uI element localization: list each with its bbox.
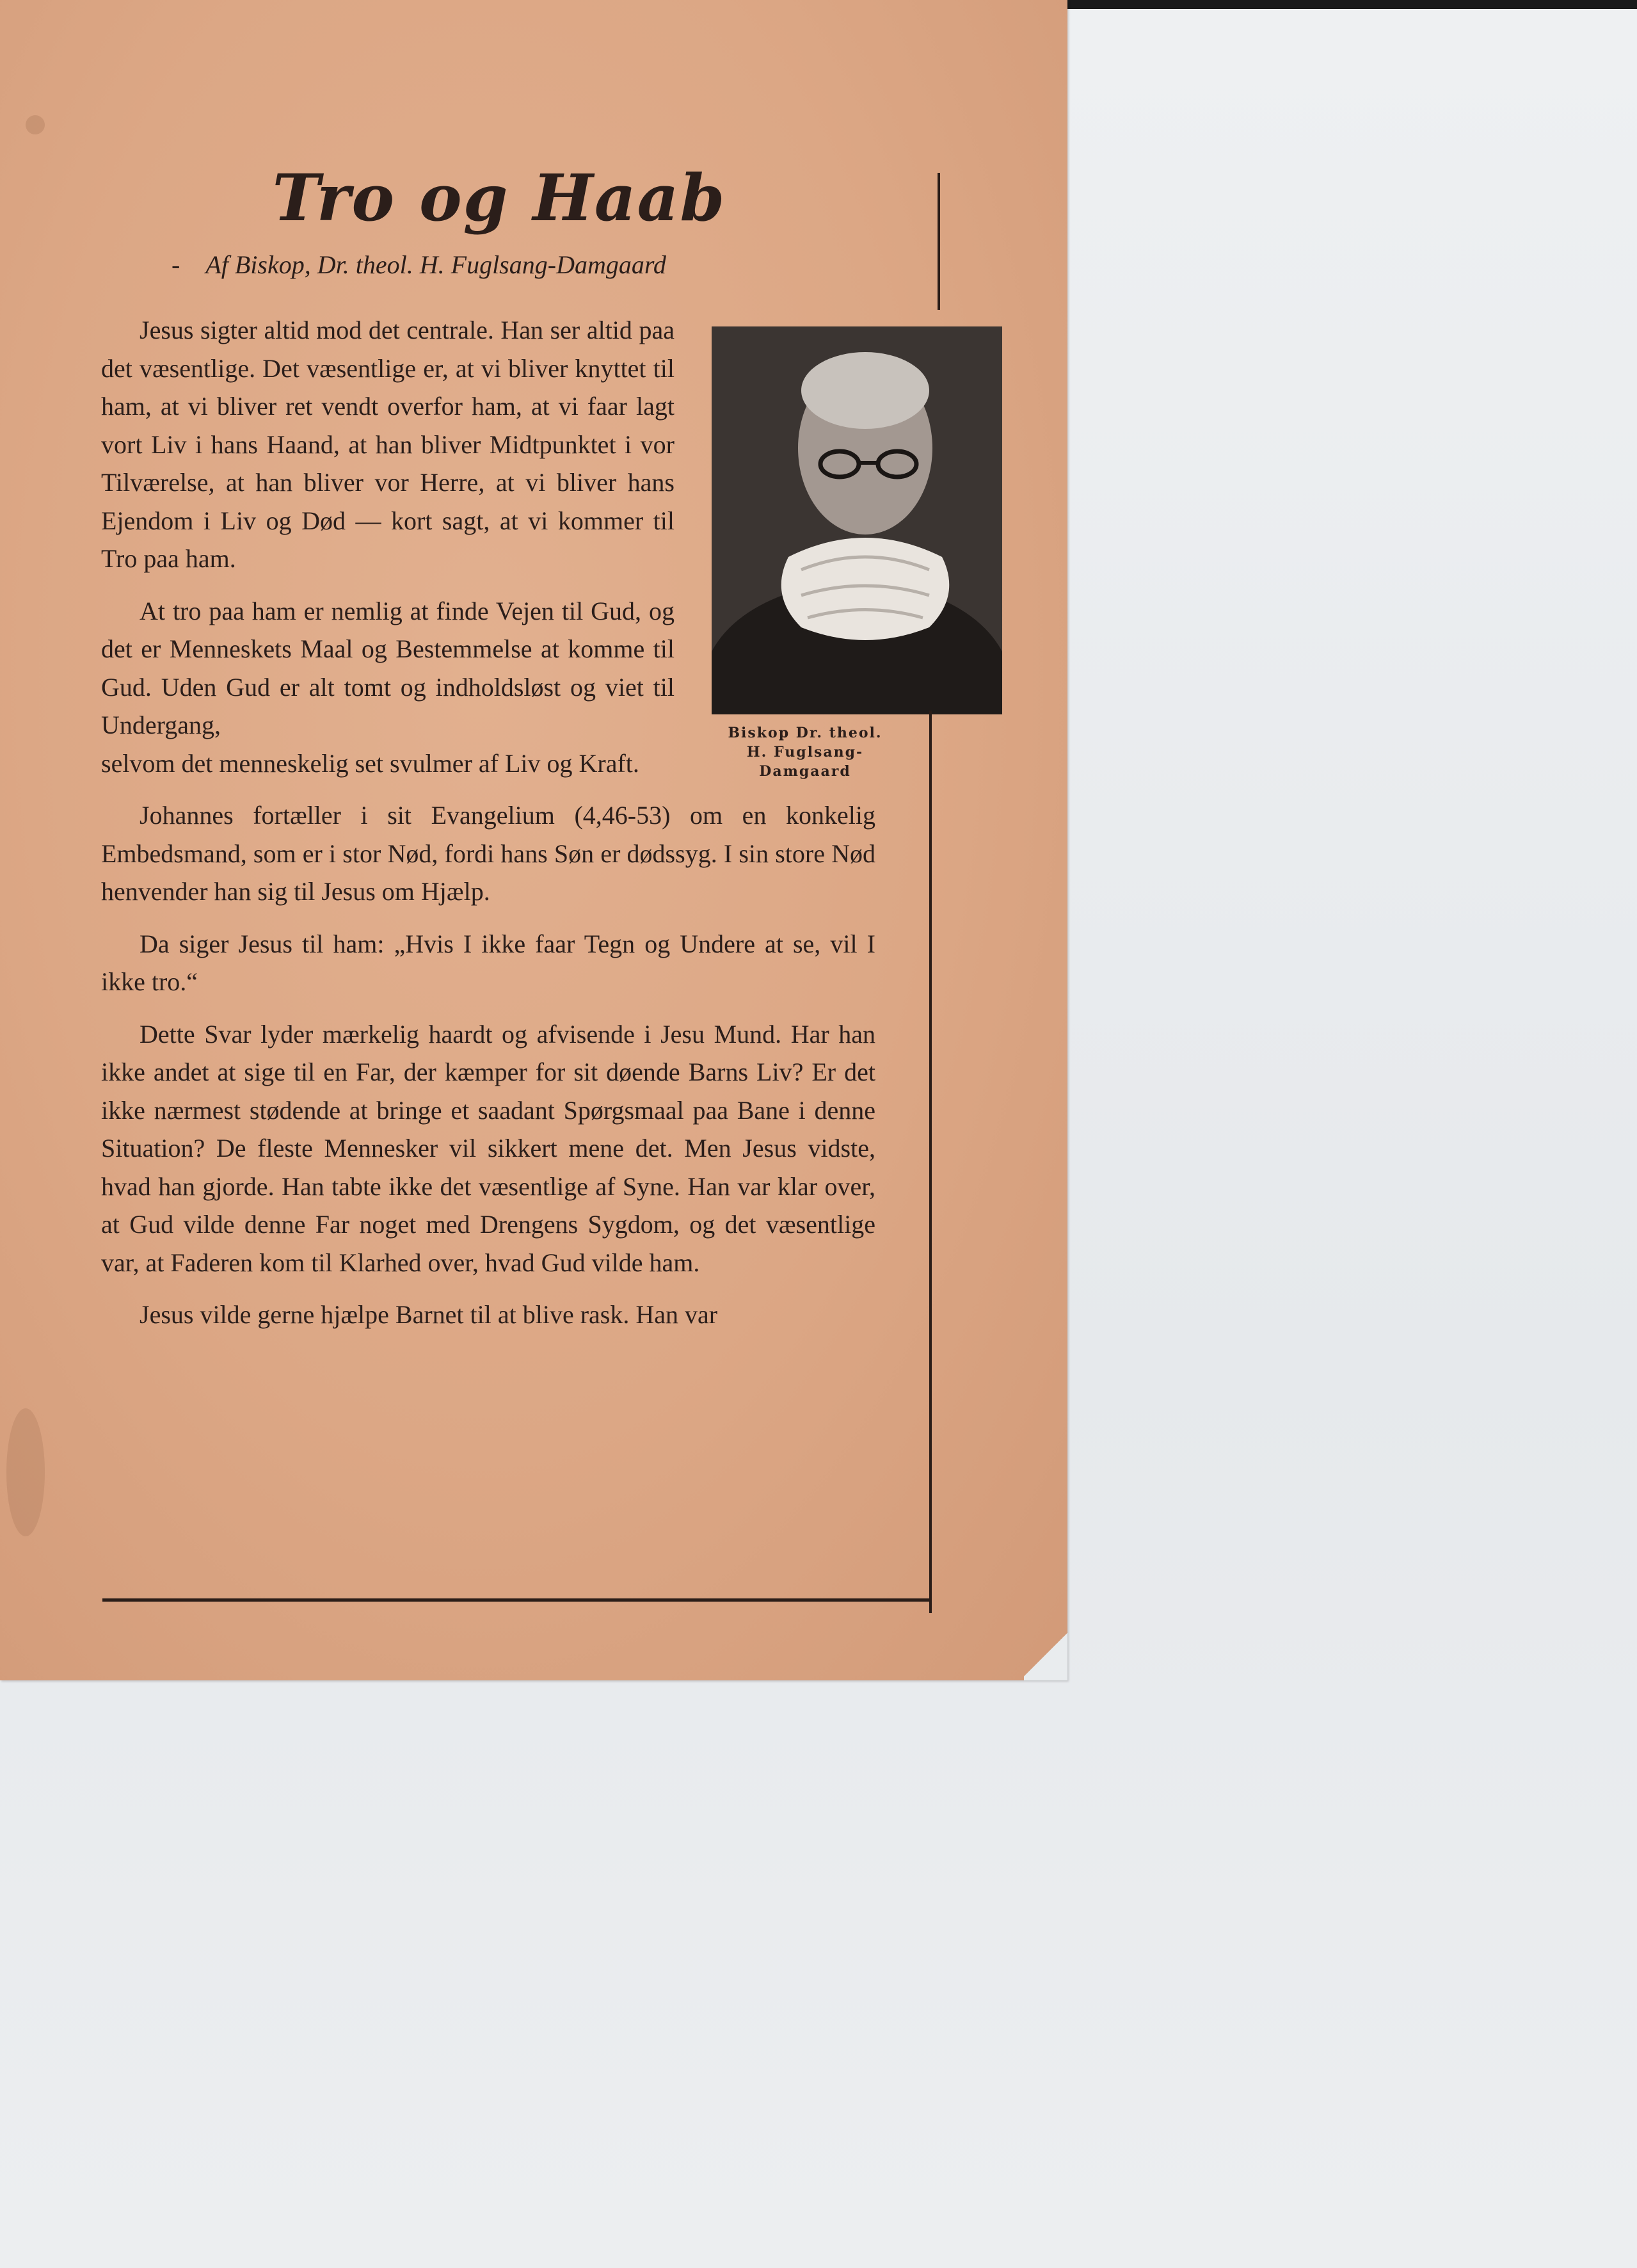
paragraph: Dette Svar lyder mærkelig haardt og afvisende i Jesu Mund. Har han ikke andet at sige til en Far, der kæmper for sit døende Barns Liv? Er det ikke nærmest stødende at bringe et saadant Spørgsmaal paa Bane i denne Situation? De fleste Mennesker vil sikkert mene det. Men Jesus vidste, hvad han gjorde. Han tabte ikke det væsentlige af Syne. Han var klar over, at Gud vilde denne Far noget med Drengens Sygdom, og det væsentlige var, at Faderen kom til Klarhed over, hvad Gud vilde ham.	[101, 1019, 875, 1277]
paragraph: At tro paa ham er nemlig at finde Vejen til Gud, og det er Menneskets Maal og Bestemmelse at komme til Gud. Uden Gud er alt tomt og indholdsløst og viet til Undergang,	[101, 596, 675, 739]
paragraph: Jesus vilde gerne hjælpe Barnet til at blive rask. Han var	[140, 1300, 718, 1329]
caption-line: Damgaard	[759, 763, 851, 780]
page-corner-fold	[1024, 1629, 1067, 1680]
article-byline	[172, 250, 811, 280]
column-rule	[929, 711, 932, 1613]
paragraph: Jesus sigter altid mod det centrale. Han ser altid paa det væsentlige. Det væsentlige er, at vi bliver knyttet til ham, at vi bliver ret vendt overfor ham, at vi faar lagt vort Liv i hans Haand, at han bliver Midtpunktet i vor Tilværelse, at han bliver vor Herre, at vi bliver hans Ejendom i Liv og Død — kort sagt, at vi kommer til Tro paa ham.	[101, 316, 675, 573]
caption-line: H. Fuglsang-	[746, 744, 864, 760]
paper-stain	[26, 115, 45, 134]
article-title: Tro og Haab	[272, 160, 726, 236]
caption-line: Biskop Dr. theol.	[728, 725, 882, 741]
bottom-rule	[102, 1598, 932, 1602]
column-rule	[938, 173, 940, 310]
paragraph: Johannes fortæller i sit Evangelium (4,46-53) om en konkelig Embedsmand, som er i stor Nød, fordi hans Søn er dødssyg. I sin store Nød henvender han sig til Jesus om Hjælp.	[101, 801, 875, 906]
paragraph: Da siger Jesus til ham: „Hvis I ikke faar Tegn og Undere at se, vil I ikke tro.“	[101, 929, 875, 996]
byline-text: Af Biskop, Dr. theol. H. Fuglsang-Damgaard	[205, 250, 666, 279]
scanner-edge	[1062, 0, 1637, 9]
paper-stain	[6, 1408, 45, 1536]
paragraph-continuation: selvom det menneskelig set svulmer af Liv og Kraft.	[101, 748, 639, 778]
byline-dash: -	[172, 250, 180, 279]
article-body	[101, 311, 875, 1348]
